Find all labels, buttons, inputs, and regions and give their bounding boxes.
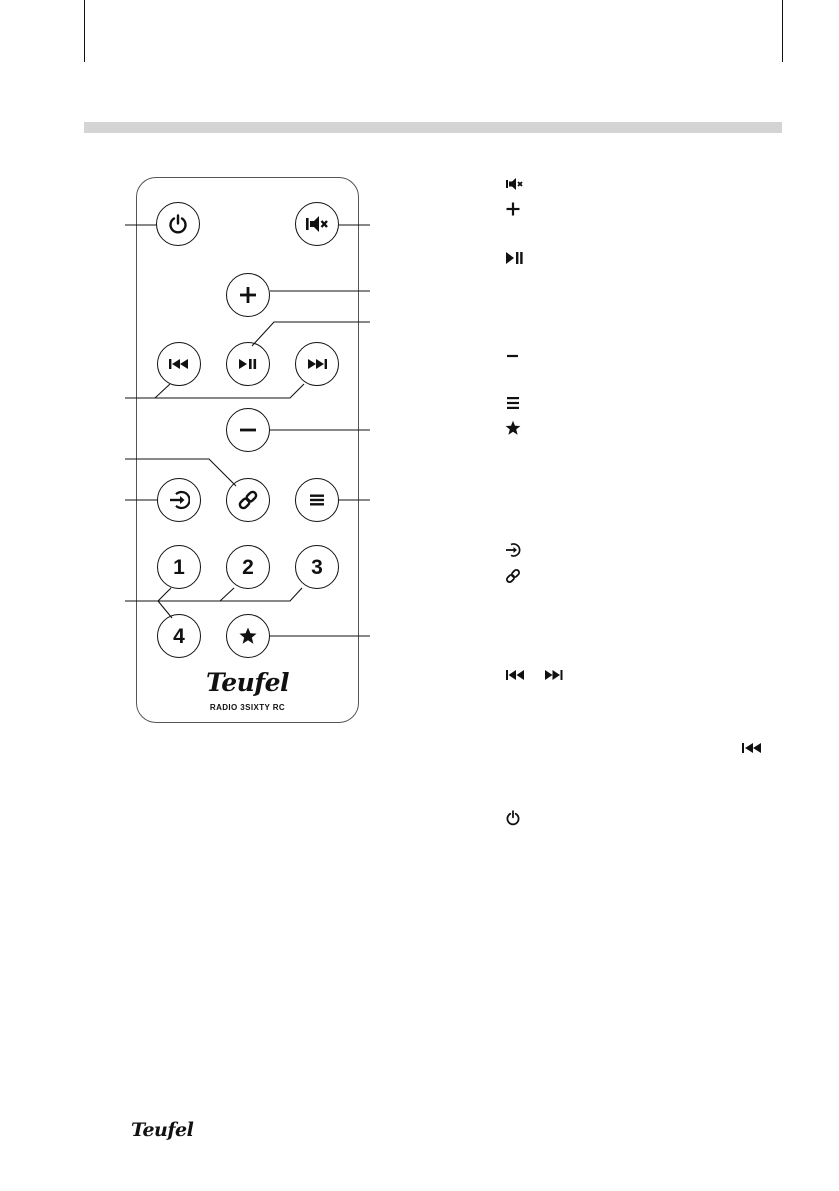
star-icon [238, 626, 258, 646]
legend-play-pause-icon [505, 250, 529, 266]
volume-up-button [226, 273, 270, 317]
previous-track-icon [168, 357, 190, 371]
preset-2-button [226, 545, 270, 589]
minus-icon [238, 420, 258, 440]
menu-button [295, 478, 339, 522]
mute-icon [304, 214, 330, 234]
power-icon [167, 213, 189, 235]
legend-menu-icon [505, 395, 529, 411]
previous-track-button [157, 342, 201, 386]
footer-brand-logo: Teufel [131, 1119, 194, 1141]
play-pause-icon [237, 357, 259, 371]
input-source-icon [168, 489, 190, 511]
crop-mark-left [84, 0, 85, 62]
legend-link-icon [505, 568, 529, 584]
menu-icon [308, 492, 326, 508]
legend-mute-icon [505, 176, 529, 192]
remote-brand-logo: Teufel [206, 668, 289, 697]
volume-down-button [226, 408, 270, 452]
legend-power-icon [505, 810, 529, 826]
power-button [156, 202, 200, 246]
preset-3-button [295, 545, 339, 589]
header-bar [84, 122, 782, 133]
link-icon [237, 489, 259, 511]
crop-mark-right [782, 0, 783, 62]
preset-1-button [157, 545, 201, 589]
remote-model-label: RADIO 3SIXTY RC [209, 703, 286, 712]
preset-3-label: 3 [311, 555, 323, 579]
next-track-icon [306, 357, 328, 371]
play-pause-button [226, 342, 270, 386]
legend-source-icon [505, 542, 529, 558]
preset-1-label: 1 [173, 555, 185, 579]
link-button [226, 478, 270, 522]
plus-icon [238, 285, 258, 305]
preset-4-label: 4 [173, 624, 185, 648]
source-button [157, 478, 201, 522]
next-track-button [295, 342, 339, 386]
legend-star-icon [505, 420, 529, 436]
preset-4-button [157, 614, 201, 658]
legend-plus-icon [505, 201, 529, 217]
favorite-button [226, 614, 270, 658]
legend-previous-icon [505, 667, 529, 683]
legend-minus-icon [505, 348, 529, 364]
preset-2-label: 2 [242, 555, 254, 579]
mute-button [295, 202, 339, 246]
legend-next-icon [543, 667, 567, 683]
legend-previous-icon-2 [741, 740, 765, 756]
